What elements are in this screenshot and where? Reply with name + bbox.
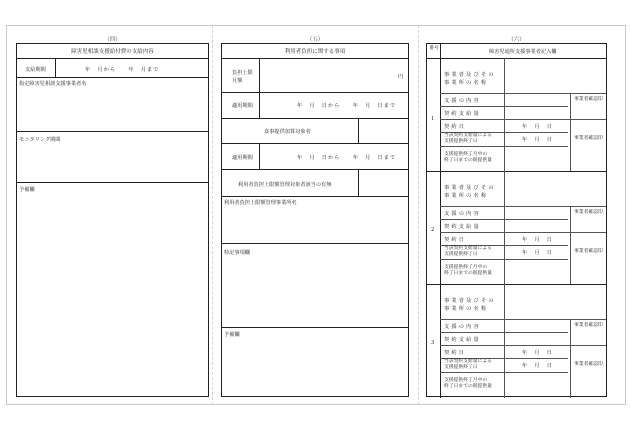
divider	[259, 92, 260, 118]
end-label-1: 当該契約支給量による	[444, 133, 492, 138]
used-label-2: 終了日までの既提供量	[444, 384, 492, 389]
contract-date-text: 年 月 日	[522, 350, 553, 356]
provider-name-field[interactable]	[505, 285, 606, 319]
section-number: 1	[431, 116, 435, 122]
period-label: 支給期間	[25, 67, 46, 73]
panel-consultation-support	[16, 43, 209, 397]
panel-number-4: （四）	[104, 37, 121, 43]
end-label-1: 当該契約支給量による	[444, 246, 492, 251]
cap-management-label: 利用者負担上限額管理対象者該当の有無	[238, 182, 332, 188]
divider	[440, 219, 568, 220]
used-label-1: 支援提供終了月中の	[444, 378, 488, 383]
contract-amount-label: 契約支給量	[444, 337, 481, 343]
used-label-1: 支援提供終了月中の	[444, 152, 488, 157]
applicable-period-label: 適用期間	[232, 103, 253, 109]
divider	[222, 92, 408, 93]
provider-line-1: 事業者及びその	[444, 298, 496, 304]
confirm-label: 事業者確認印	[574, 249, 603, 254]
end-date-text: 年 月 日	[522, 137, 553, 143]
used-label-2: 終了日までの既提供量	[444, 158, 492, 163]
panel-number-5: （五）	[306, 37, 324, 43]
support-label: 支援の内容	[444, 324, 481, 330]
confirm-label: 事業者確認印	[574, 97, 603, 102]
divider	[440, 119, 606, 120]
divider	[570, 206, 571, 232]
divider	[440, 345, 606, 346]
notes-label: 予備欄	[19, 187, 35, 193]
panel-user-burden	[221, 43, 409, 397]
end-label-2: 支援提供終了日	[444, 139, 478, 144]
special-notes-field[interactable]	[222, 244, 408, 327]
reserve-field[interactable]	[222, 328, 408, 396]
confirm-label: 事業者確認印	[574, 323, 603, 328]
provider-line-2: 事業所の名称	[444, 306, 489, 312]
contract-amount-label: 契約支給量	[444, 224, 481, 230]
confirm-label: 事業者確認印	[574, 136, 603, 141]
divider	[570, 93, 571, 119]
panel-header: 利用者負担に関する事項	[222, 44, 408, 59]
applicable-period-text: 年 月 日から 年 月 日まで	[297, 103, 397, 109]
contract-date-text: 年 月 日	[522, 124, 553, 130]
panel-header: 障害児通所支援事業者記入欄	[489, 49, 557, 55]
divider	[440, 332, 568, 333]
applicable-period-label-2: 適用期間	[232, 155, 253, 161]
provider-line-1: 事業者及びその	[444, 72, 496, 78]
end-date-text: 年 月 日	[522, 363, 553, 369]
end-label-2: 支援提供終了日	[444, 365, 478, 370]
provider-line-1: 事業者及びその	[444, 185, 496, 191]
number-column-divider	[440, 58, 441, 398]
support-label: 支援の内容	[444, 98, 481, 104]
fold-line-right	[418, 25, 419, 405]
divider	[570, 319, 571, 345]
end-date-text: 年 月 日	[522, 250, 553, 256]
cap-management-field[interactable]	[359, 170, 408, 196]
monitoring-label: モニタリング期間	[19, 137, 61, 143]
meal-field[interactable]	[359, 119, 408, 143]
end-label-1: 当該契約支給量による	[444, 359, 492, 364]
contract-date-label: 契約日	[444, 124, 467, 130]
divider	[440, 93, 606, 94]
divider	[440, 106, 568, 107]
panel-provider-entries	[426, 43, 607, 397]
contract-date-text: 年 月 日	[522, 237, 553, 243]
section-number: 3	[431, 340, 435, 346]
no-label: 番号	[429, 46, 439, 51]
section-number: 2	[431, 227, 435, 233]
confirm-label: 事業者確認印	[574, 210, 603, 215]
used-amount-field[interactable]	[505, 147, 570, 171]
applicable-period-text-2: 年 月 日から 年 月 日まで	[297, 155, 397, 161]
panel-header: 障害児相談支援給付費の支給内容	[17, 44, 208, 59]
provider-line-2: 事業所の名称	[444, 193, 489, 199]
provider-field[interactable]	[17, 78, 208, 131]
divider	[440, 44, 441, 58]
burden-cap-label: 負担上限	[232, 70, 253, 76]
contract-amount-label: 契約支給量	[444, 111, 481, 117]
yen-unit: 円	[398, 74, 404, 80]
divider	[222, 143, 408, 144]
support-label: 支援の内容	[444, 211, 481, 217]
special-notes-label: 特記事項欄	[224, 250, 250, 256]
divider	[570, 232, 571, 284]
divider	[440, 232, 606, 233]
used-amount-field[interactable]	[505, 373, 570, 397]
reserve-label: 予備欄	[224, 332, 240, 338]
divider	[440, 319, 606, 320]
contract-date-label: 契約日	[444, 237, 467, 243]
divider	[259, 143, 260, 169]
used-label-1: 支援提供終了月中の	[444, 265, 488, 270]
end-label-2: 支援提供終了日	[444, 252, 478, 257]
divider	[55, 58, 56, 77]
fold-line-left	[212, 25, 213, 405]
provider-name-field[interactable]	[505, 172, 606, 206]
used-label-2: 終了日までの既提供量	[444, 271, 492, 276]
notes-field[interactable]	[17, 183, 208, 396]
provider-label: 指定障害児相談支援事業者名	[19, 81, 87, 87]
provider-name-field[interactable]	[505, 59, 606, 93]
divider	[440, 206, 606, 207]
burden-cap-label-2: 月額	[232, 78, 243, 84]
provider-line-2: 事業所の名称	[444, 80, 489, 86]
confirm-label: 事業者確認印	[574, 362, 603, 367]
divider	[570, 119, 571, 171]
meal-label: 食事提供加算対象者	[264, 129, 311, 135]
used-amount-field[interactable]	[505, 260, 570, 284]
divider	[570, 345, 571, 398]
cap-manager-field[interactable]	[222, 197, 408, 243]
burden-cap-field[interactable]	[260, 59, 408, 92]
cap-manager-label: 利用者負担上限額管理事業所名	[224, 200, 297, 206]
period-text: 年 月から 年 月まで	[85, 67, 160, 73]
contract-date-label: 契約日	[444, 350, 467, 356]
panel-number-6: （六）	[508, 37, 525, 43]
monitoring-field[interactable]	[17, 132, 208, 182]
